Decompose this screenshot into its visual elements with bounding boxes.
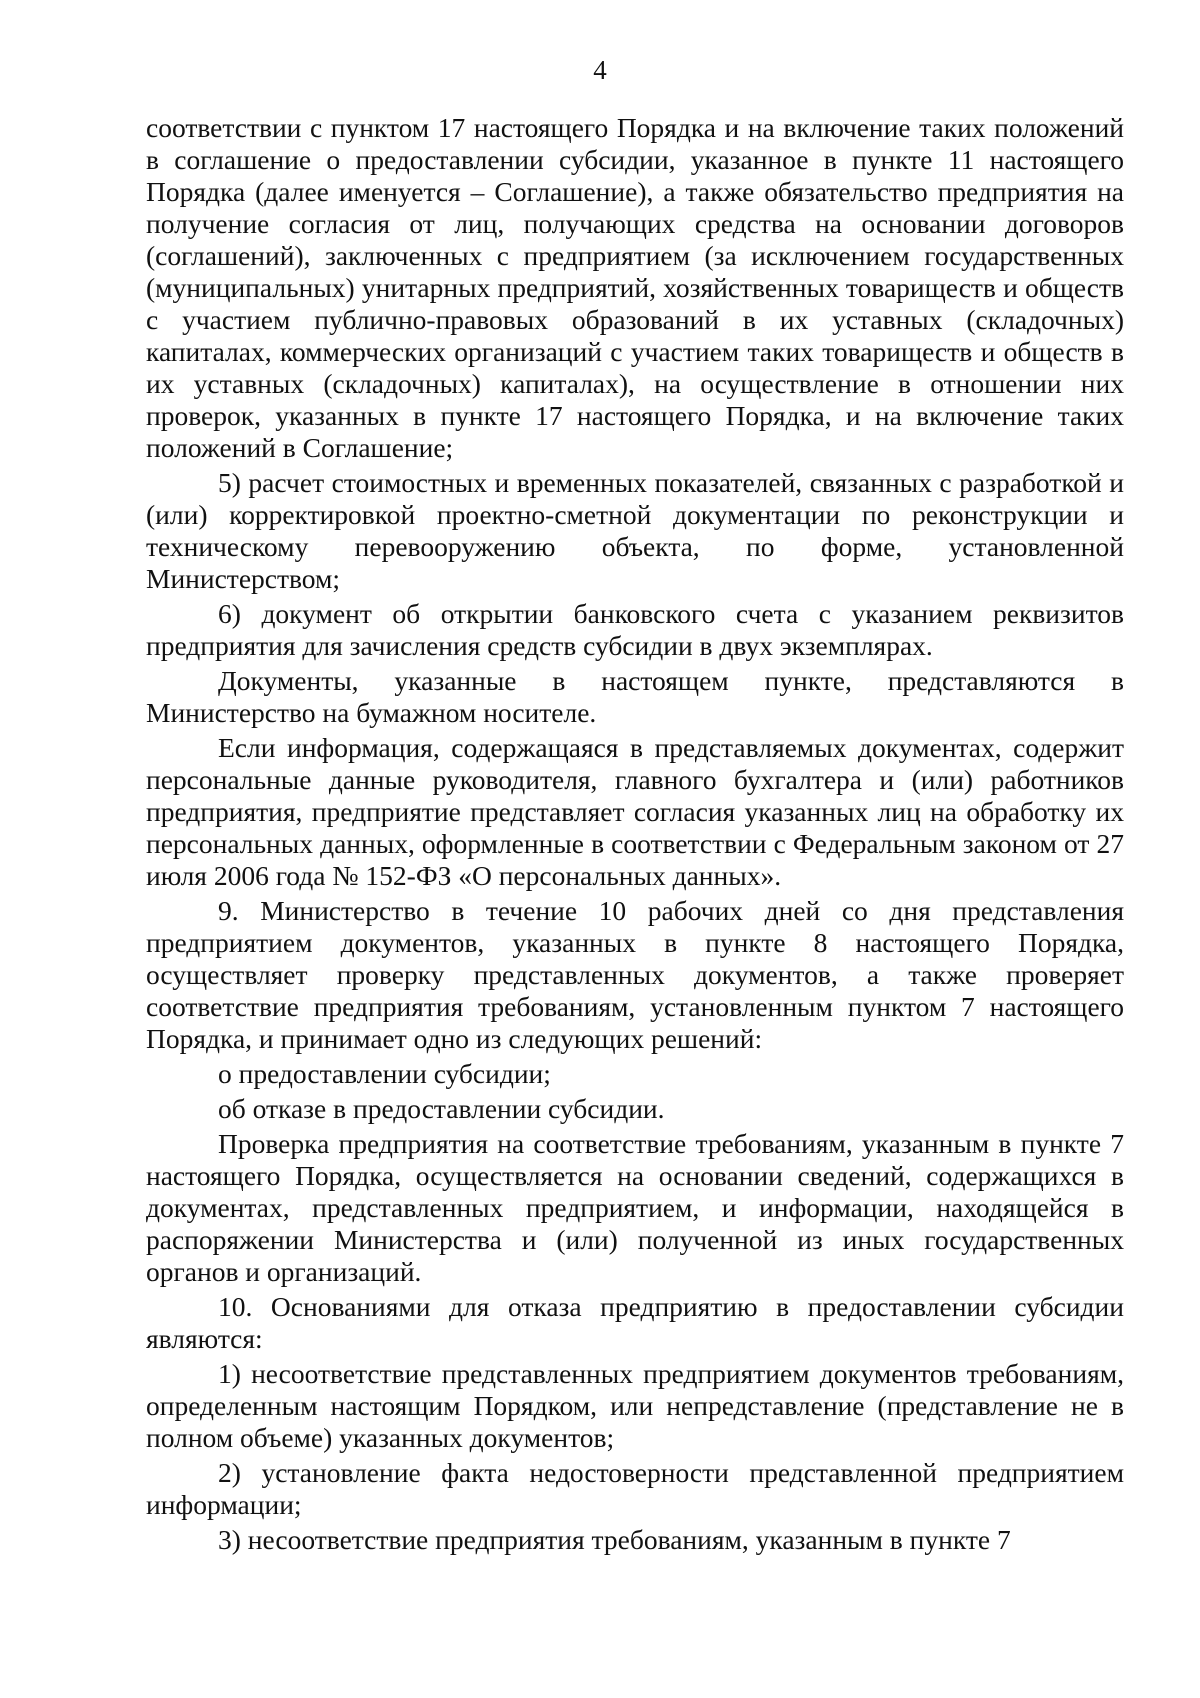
paragraph-continuation: соответствии с пунктом 17 настоящего Порядка и на включение таких положений в соглашение о предоставлении субсидии, указанное в пункте 11 настоящего Порядка (далее именуется – Соглашение), а также обязательство предприятия на получение согласия от лиц, получающих средства на основании договоров (соглашений), заключенных с предприятием (за исключением государственных (муниципальных) унитарных предприятий, хозяйственных товариществ и обществ с участием публично-правовых образований в их уставных (складочных) капиталах, коммерческих организаций с участием таких товариществ и обществ в их уставных (складочных) капиталах), на осуществление в отношении них проверок, указанных в пункте 17 настоящего Порядка, и на включение таких положений в Соглашение;: [146, 112, 1124, 463]
paragraph-item-6: 6) документ об открытии банковского счета с указанием реквизитов предприятия для зачисления средств субсидии в двух экземплярах.: [146, 598, 1124, 661]
paragraph-refusal-reason-3: 3) несоответствие предприятия требованиям, указанным в пункте 7: [218, 1524, 1011, 1555]
paragraph-verification: Проверка предприятия на соответствие требованиям, указанным в пункте 7 настоящего Порядка, осуществляется на основании сведений, содержащихся в документах, представленных предприятием, и информации, находящейся в распоряжении Министерства и (или) полученной из иных государственных органов и организаций.: [146, 1128, 1124, 1287]
paragraph-item-5: 5) расчет стоимостных и временных показателей, связанных с разработкой и (или) корректировкой проектно-сметной документации по реконструкции и техническому перевооружению объекта, по форме, установленной Министерством;: [146, 467, 1124, 594]
paragraph-clause-10: 10. Основаниями для отказа предприятию в предоставлении субсидии являются:: [146, 1291, 1124, 1354]
paragraph-decision-refusal: об отказе в предоставлении субсидии.: [218, 1093, 665, 1124]
paragraph-refusal-reason-2: 2) установление факта недостоверности представленной предприятием информации;: [146, 1457, 1124, 1520]
paragraph-decision-grant: о предоставлении субсидии;: [218, 1058, 551, 1089]
paragraph-clause-9: 9. Министерство в течение 10 рабочих дней со дня представления предприятием документов, указанных в пункте 8 настоящего Порядка, осуществляет проверку представленных документов, а также проверяет соответствие предприятия требованиям, установленным пунктом 7 настоящего Порядка, и принимает одно из следующих решений:: [146, 895, 1124, 1054]
page-number: 4: [593, 55, 607, 85]
paragraph-refusal-reason-1: 1) несоответствие представленных предприятием документов требованиям, определенным настоящим Порядком, или непредставление (представление не в полном объеме) указанных документов;: [146, 1358, 1124, 1453]
document-body: [146, 112, 1124, 1556]
paragraph-personal-data: Если информация, содержащаяся в представляемых документах, содержит персональные данные руководителя, главного бухгалтера и (или) работников предприятия, предприятие представляет согласия указанных лиц на обработку их персональных данных, оформленные в соответствии с Федеральным законом от 27 июля 2006 года № 152-ФЗ «О персональных данных».: [146, 732, 1124, 891]
paragraph-documents-submission: Документы, указанные в настоящем пункте, представляются в Министерство на бумажном носителе.: [146, 665, 1124, 728]
